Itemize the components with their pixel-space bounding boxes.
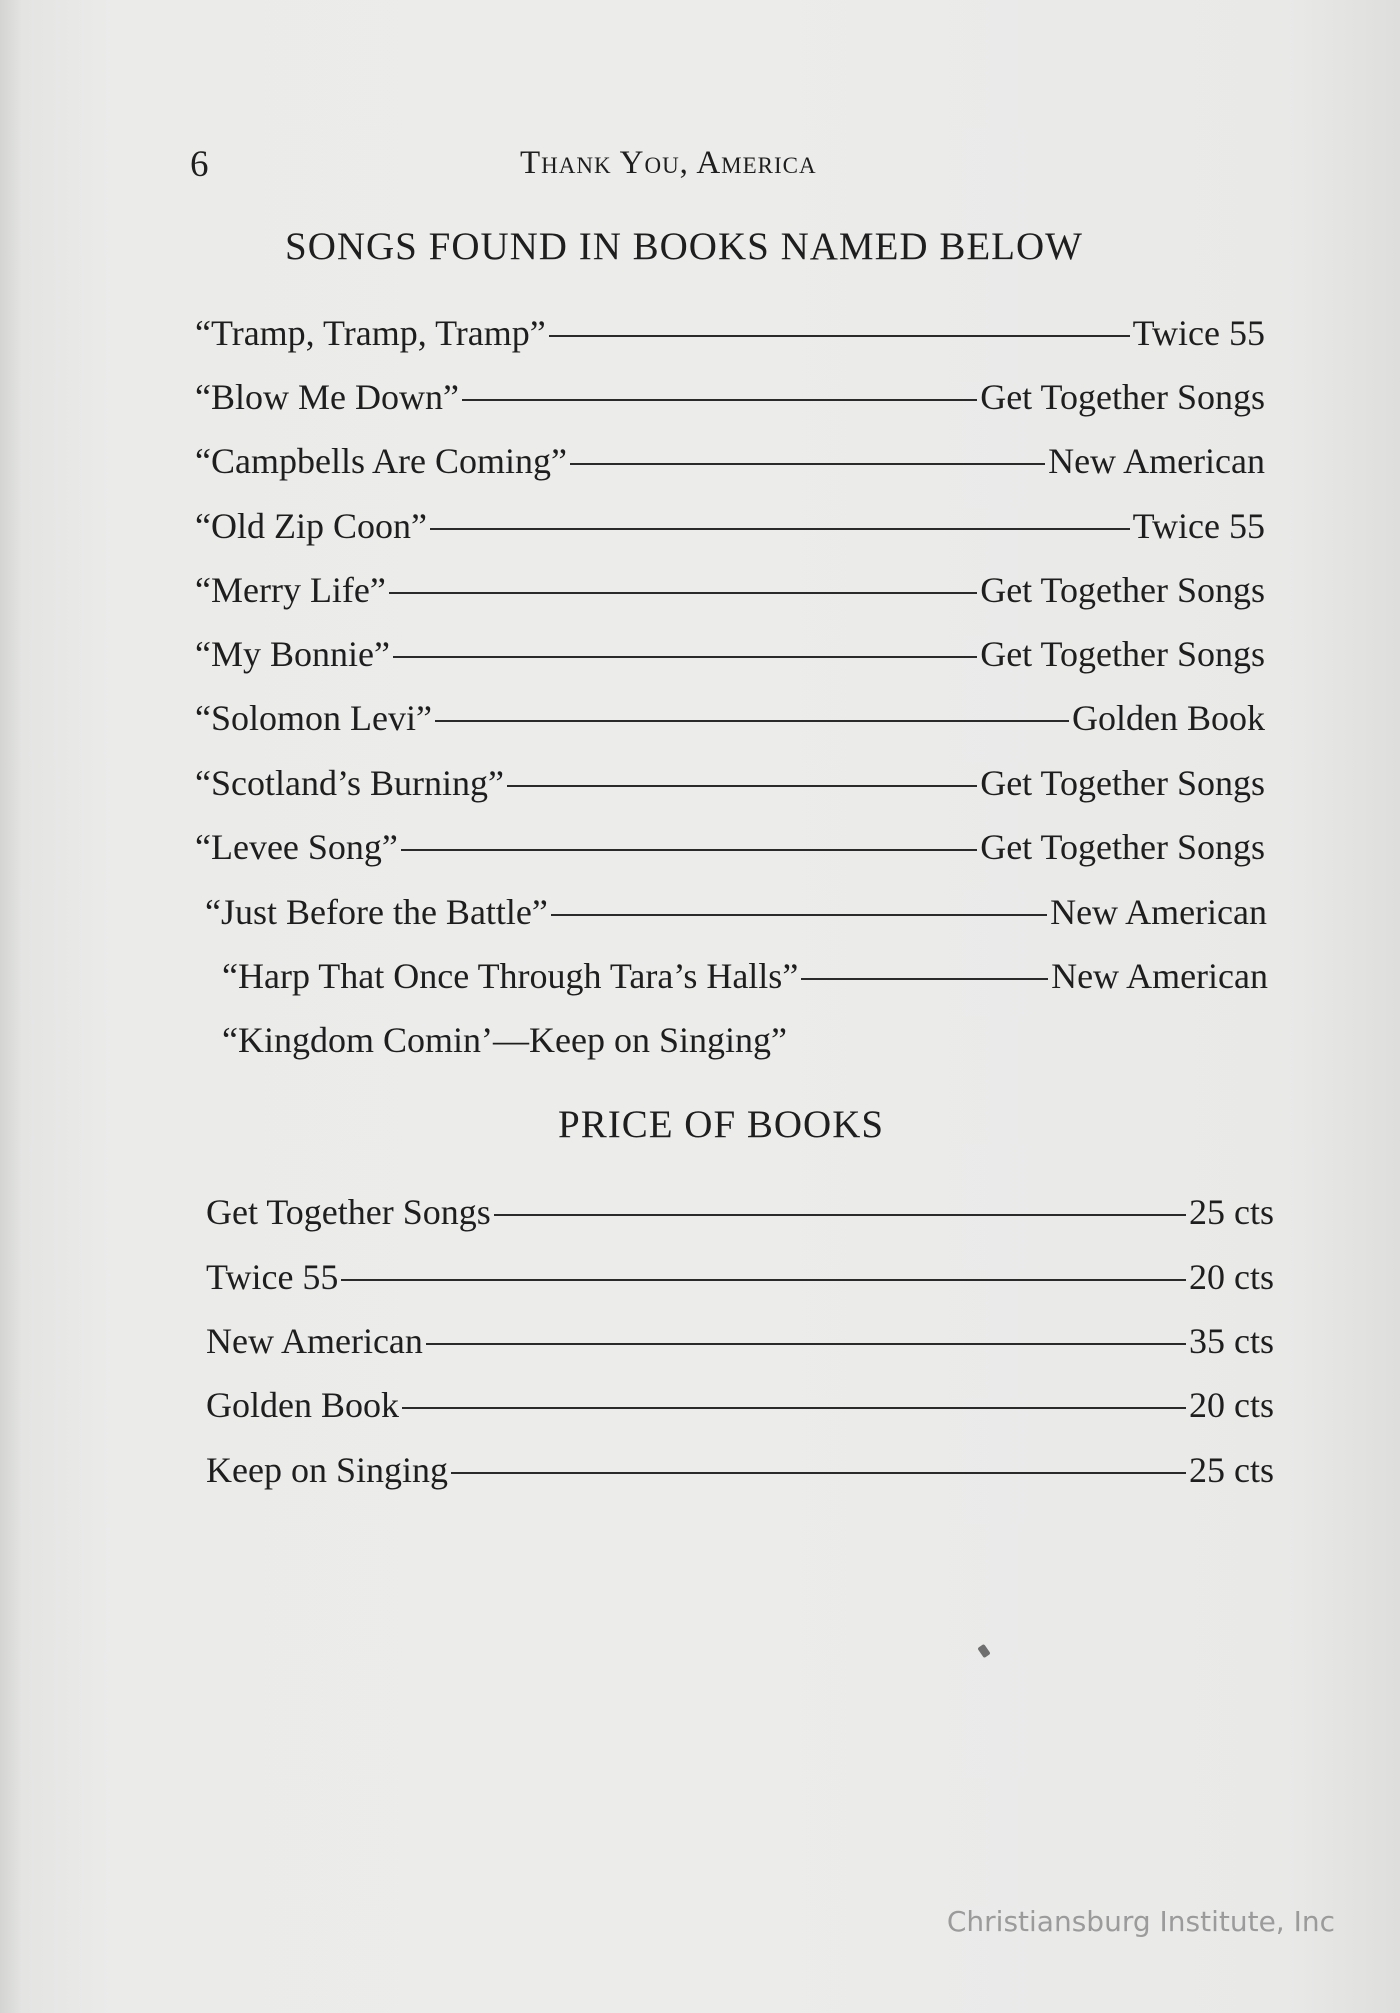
song-book: New American (1050, 892, 1267, 932)
song-book: Twice 55 (1132, 313, 1265, 353)
song-book: Get Together Songs (980, 763, 1265, 803)
dot-leader (401, 849, 977, 851)
song-book: Get Together Songs (980, 827, 1265, 867)
dot-leader (494, 1214, 1186, 1216)
song-row (195, 312, 1265, 354)
song-book: New American (1051, 956, 1268, 996)
song-row (195, 762, 1265, 804)
song-row (195, 440, 1265, 482)
song-title: “Merry Life” (195, 570, 386, 610)
song-row (195, 505, 1265, 547)
ink-speck (977, 1644, 990, 1658)
song-book: Golden Book (1072, 698, 1265, 738)
song-row (195, 697, 1265, 739)
dot-leader (551, 914, 1047, 916)
price-book: Twice 55 (206, 1257, 339, 1297)
dot-leader (451, 1472, 1186, 1474)
price-book: New American (206, 1321, 423, 1361)
dot-leader (341, 1279, 1186, 1281)
price-book: Golden Book (206, 1385, 399, 1425)
song-title: “Blow Me Down” (195, 377, 459, 417)
dot-leader (389, 592, 977, 594)
song-title: “Campbells Are Coming” (195, 441, 567, 481)
song-row (195, 376, 1265, 418)
price-book: Keep on Singing (206, 1450, 448, 1490)
dot-leader (402, 1407, 1186, 1409)
dot-leader (570, 463, 1045, 465)
dot-leader (549, 335, 1130, 337)
song-book: Get Together Songs (980, 377, 1265, 417)
song-row (195, 633, 1265, 675)
song-title: “Tramp, Tramp, Tramp” (195, 313, 546, 353)
running-title: Thank You, America (520, 145, 817, 181)
song-book: Twice 55 (1132, 506, 1265, 546)
dot-leader (430, 528, 1130, 530)
song-title: “Just Before the Battle” (205, 892, 548, 932)
watermark: Christiansburg Institute, Inc (946, 1905, 1335, 1938)
price-book: Get Together Songs (206, 1192, 491, 1232)
price-row (206, 1449, 1274, 1491)
songs-section-title: SONGS FOUND IN BOOKS NAMED BELOW (285, 225, 1083, 268)
dot-leader (801, 978, 1048, 980)
song-book: Get Together Songs (980, 634, 1265, 674)
price-value: 20 cts (1189, 1257, 1274, 1297)
song-row (222, 1019, 787, 1061)
song-title: “Levee Song” (195, 827, 398, 867)
price-row (206, 1384, 1274, 1426)
song-title: “Kingdom Comin’—Keep on Singing” (222, 1020, 787, 1060)
spine-shadow (0, 0, 22, 2013)
song-row (222, 955, 1268, 997)
price-row (206, 1191, 1274, 1233)
dot-leader (426, 1343, 1186, 1345)
page-number: 6 (190, 144, 209, 185)
price-value: 35 cts (1189, 1321, 1274, 1361)
song-title: “My Bonnie” (195, 634, 390, 674)
song-book: New American (1048, 441, 1265, 481)
song-row (195, 569, 1265, 611)
dot-leader (393, 656, 977, 658)
dot-leader (462, 399, 977, 401)
price-value: 25 cts (1189, 1450, 1274, 1490)
song-book: Get Together Songs (980, 570, 1265, 610)
price-row (206, 1320, 1274, 1362)
price-value: 20 cts (1189, 1385, 1274, 1425)
song-row (205, 891, 1267, 933)
price-row (206, 1256, 1274, 1298)
song-title: “Old Zip Coon” (195, 506, 427, 546)
dot-leader (507, 785, 977, 787)
song-row (195, 826, 1265, 868)
dot-leader (435, 720, 1069, 722)
song-title: “Solomon Levi” (195, 698, 432, 738)
price-value: 25 cts (1189, 1192, 1274, 1232)
song-title: “Scotland’s Burning” (195, 763, 504, 803)
price-section-title: PRICE OF BOOKS (558, 1103, 885, 1146)
song-title: “Harp That Once Through Tara’s Halls” (222, 956, 799, 996)
